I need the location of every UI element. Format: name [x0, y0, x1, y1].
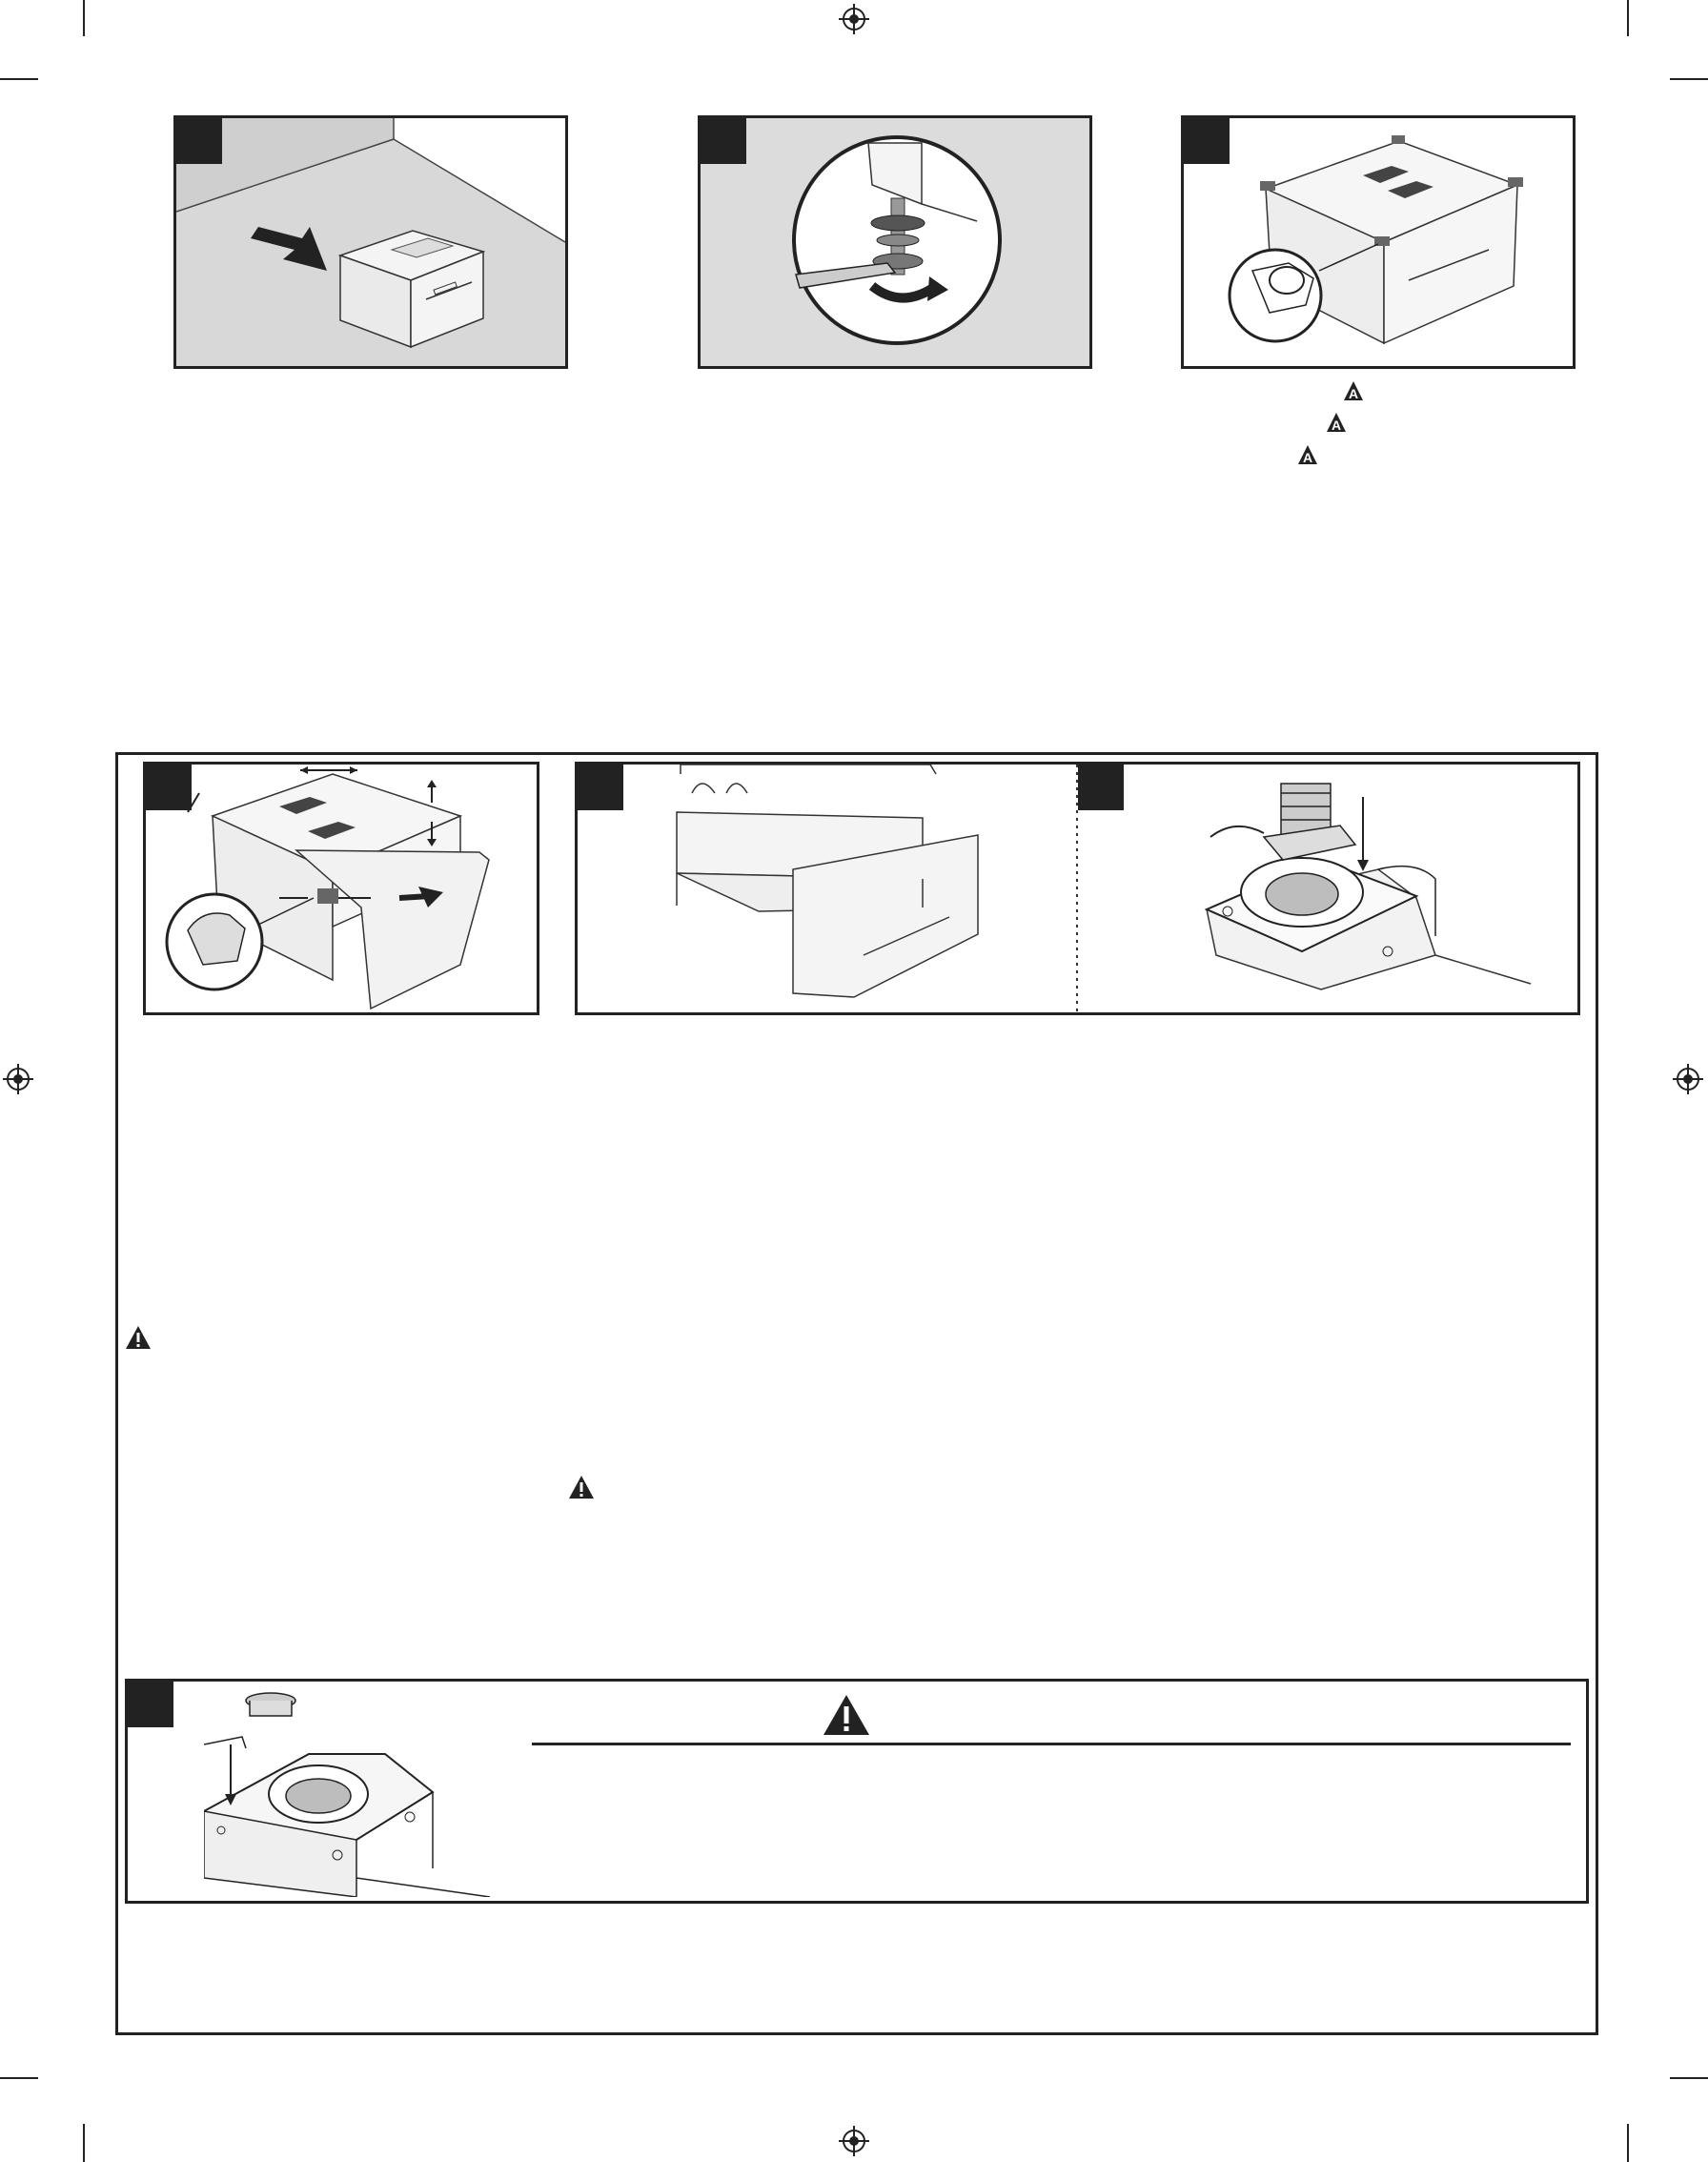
step-badge	[128, 1682, 173, 1727]
clip-install-illustration	[204, 1687, 566, 1897]
registration-crosshair-icon	[839, 4, 869, 34]
pedestal-wall-illustration	[176, 118, 565, 366]
step-badge	[146, 765, 192, 810]
callout-a-icon	[1342, 379, 1365, 402]
step-badge	[1078, 765, 1124, 810]
warning-triangle-icon	[568, 1475, 595, 1499]
figure-pedestal-adjust	[143, 762, 539, 1015]
callout-letter: A	[1331, 418, 1342, 433]
step-badge	[578, 765, 623, 810]
pedestal-adjust-illustration	[146, 765, 537, 1012]
step-badge	[176, 118, 222, 164]
callout-letter: A	[1302, 450, 1313, 465]
warning-header-rule	[532, 1743, 1571, 1745]
locknut-wrench-illustration	[701, 118, 1089, 366]
warning-triangle-icon	[125, 1325, 152, 1350]
figure-locknut-tighten	[698, 115, 1092, 369]
callout-letter: A	[1348, 386, 1359, 401]
warning-box	[125, 1679, 1589, 1904]
pedestal-feet-illustration	[1184, 118, 1573, 366]
callout-a-icon	[1325, 411, 1348, 434]
step-badge	[1184, 118, 1230, 164]
warning-triangle-icon	[822, 1693, 871, 1737]
callout-a-icon	[1296, 443, 1319, 466]
figure-pedestal-feet	[1181, 115, 1576, 369]
step-badge	[701, 118, 746, 164]
registration-crosshair-icon	[3, 1064, 33, 1094]
registration-crosshair-icon	[1673, 1064, 1703, 1094]
figure-pedestal-to-wall	[173, 115, 568, 369]
figure-stack-and-clip	[575, 762, 1580, 1015]
registration-crosshair-icon	[839, 2126, 869, 2156]
